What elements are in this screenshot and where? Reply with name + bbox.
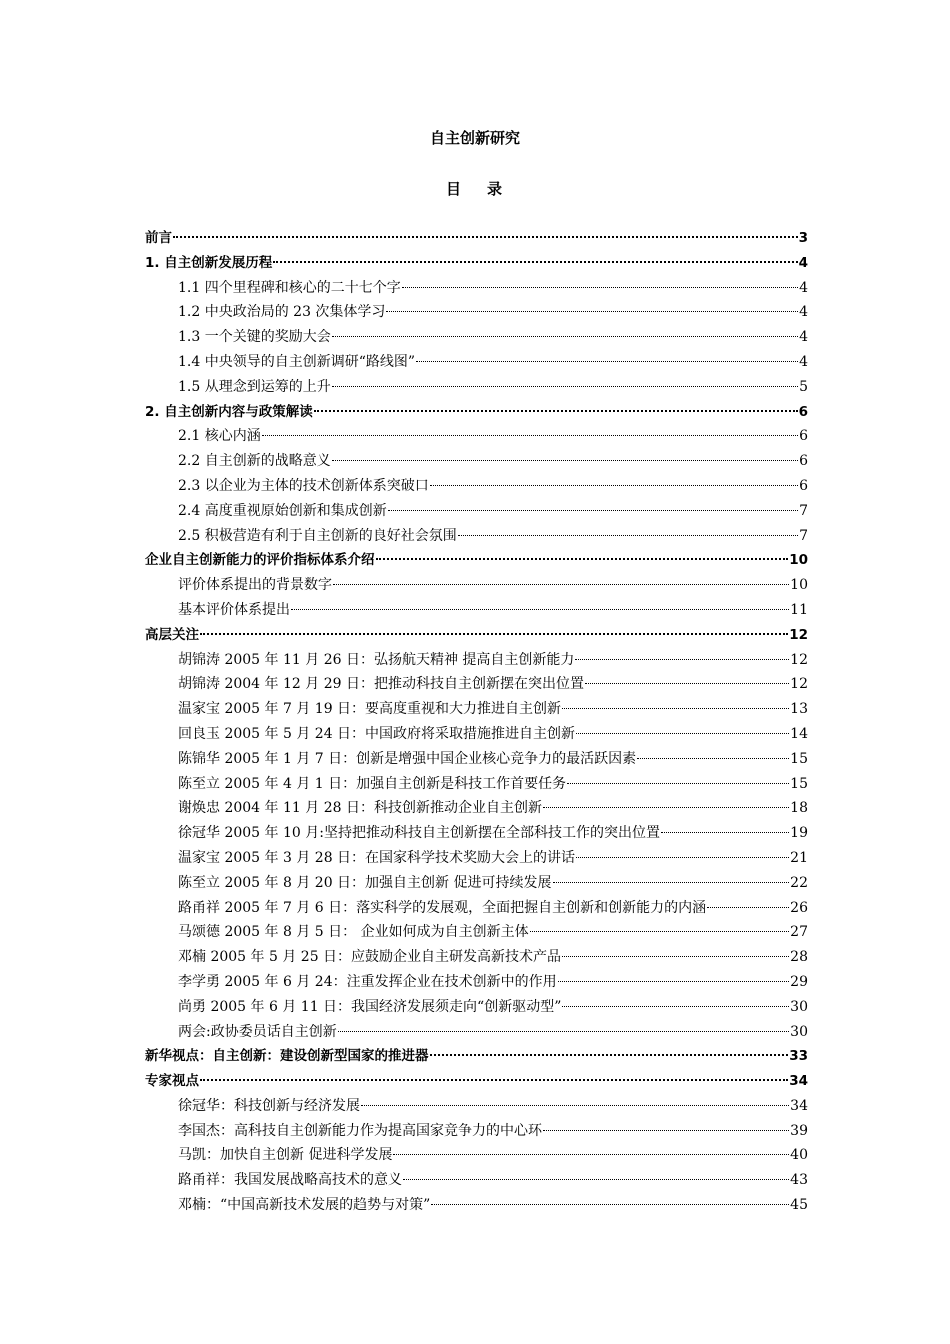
toc-page-number: 12	[789, 626, 808, 643]
toc-subsection-entry[interactable]	[145, 350, 808, 375]
toc-heading-part-1: 目	[445, 180, 463, 198]
toc-entry-label: 路甬祥：我国发展战略高技术的意义	[178, 1172, 402, 1189]
toc-section-entry[interactable]	[145, 1044, 808, 1069]
toc-section-entry[interactable]	[145, 251, 808, 276]
toc-entry-label: 尚勇 2005 年 6 月 11 日：我国经济发展须走向“创新驱动型”	[178, 998, 562, 1015]
toc-dot-leader	[558, 981, 790, 982]
toc-dot-leader	[562, 708, 789, 709]
toc-dot-leader	[430, 485, 798, 486]
toc-dot-leader	[575, 659, 789, 660]
toc-entry-label: 1.1 四个里程碑和核心的二十七个字	[178, 279, 401, 296]
toc-entry-label: 谢焕忠 2004 年 11 月 28 日：科技创新推动企业自主创新	[178, 800, 542, 817]
toc-page-number: 30	[790, 1023, 808, 1040]
toc-page-number: 19	[790, 825, 808, 842]
toc-entry-label: 路甬祥 2005 年 7 月 6 日：落实科学的发展观，全面把握自主创新和创新能力的内涵	[178, 899, 707, 916]
toc-dot-leader	[361, 1105, 789, 1106]
toc-dot-leader	[661, 832, 789, 833]
toc-page-number: 6	[799, 453, 808, 470]
toc-entry-label: 陈至立 2005 年 4 月 1 日：加强自主创新是科技工作首要任务	[178, 775, 567, 792]
toc-dot-leader	[338, 1031, 789, 1032]
toc-dot-leader	[458, 535, 798, 536]
toc-subsection-entry[interactable]	[145, 1119, 808, 1144]
toc-entry-label: 马颂德 2005 年 8 月 5 日： 企业如何成为自主创新主体	[178, 924, 529, 941]
toc-page-number: 4	[799, 279, 808, 296]
toc-subsection-entry[interactable]	[145, 896, 808, 921]
toc-page-number: 26	[790, 899, 808, 916]
toc-subsection-entry[interactable]	[145, 970, 808, 995]
toc-subsection-entry[interactable]	[145, 1020, 808, 1045]
toc-entry-label: 马凯：加快自主创新 促进科学发展	[178, 1147, 393, 1164]
toc-entry-label: 前言	[145, 230, 172, 246]
toc-page-number: 21	[790, 849, 808, 866]
toc-entry-label: 专家视点	[145, 1073, 199, 1090]
toc-subsection-entry[interactable]	[145, 375, 808, 400]
toc-subsection-entry[interactable]	[145, 772, 808, 797]
toc-entry-label: 两会:政协委员话自主创新	[178, 1023, 337, 1040]
toc-subsection-entry[interactable]	[145, 672, 808, 697]
toc-page-number: 11	[790, 601, 808, 618]
toc-entry-label: 评价体系提出的背景数字	[178, 577, 332, 594]
toc-page-number: 30	[790, 998, 808, 1015]
toc-dot-leader	[273, 261, 797, 263]
toc-subsection-entry[interactable]	[145, 995, 808, 1020]
toc-dot-leader	[567, 783, 789, 784]
toc-subsection-entry[interactable]	[145, 300, 808, 325]
toc-dot-leader	[585, 683, 789, 684]
toc-dot-leader	[332, 386, 798, 387]
toc-dot-leader	[314, 410, 798, 412]
toc-subsection-entry[interactable]	[145, 920, 808, 945]
toc-section-entry[interactable]	[145, 1069, 808, 1094]
toc-page-number: 18	[790, 800, 808, 817]
toc-entry-label: 基本评价体系提出	[178, 601, 290, 618]
toc-page-number: 7	[799, 527, 808, 544]
document-title: 自主创新研究	[429, 129, 520, 147]
toc-entry-label: 陈至立 2005 年 8 月 20 日：加强自主创新 促进可持续发展	[178, 874, 552, 891]
toc-entry-label: 2.1 核心内涵	[178, 428, 261, 445]
toc-page-number: 3	[798, 230, 808, 246]
toc-entry-label: 徐冠华：科技创新与经济发展	[178, 1097, 360, 1114]
toc-entry-label: 邓楠 2005 年 5 月 25 日：应鼓励企业自主研发高新技术产品	[178, 949, 562, 966]
toc-entry-label: 邓楠：“中国高新技术发展的趋势与对策”	[178, 1197, 431, 1214]
toc-page-number: 12	[790, 651, 808, 668]
toc-page-number: 15	[790, 750, 808, 767]
toc-subsection-entry[interactable]	[145, 697, 808, 722]
toc-dot-leader	[386, 311, 798, 312]
toc-subsection-entry[interactable]	[145, 871, 808, 896]
toc-dot-leader	[576, 857, 789, 858]
toc-subsection-entry[interactable]	[145, 424, 808, 449]
toc-dot-leader	[530, 931, 790, 932]
toc-subsection-entry[interactable]	[145, 499, 808, 524]
toc-subsection-entry[interactable]	[145, 325, 808, 350]
toc-dot-leader	[393, 1154, 789, 1155]
toc-dot-leader	[332, 336, 798, 337]
toc-dot-leader	[333, 584, 789, 585]
toc-page-number: 14	[790, 725, 808, 742]
toc-page-number: 12	[790, 676, 808, 693]
toc-page-number: 6	[799, 428, 808, 445]
toc-dot-leader	[430, 1054, 789, 1056]
toc-dot-leader	[200, 633, 788, 635]
toc-page-number: 15	[790, 775, 808, 792]
toc-subsection-entry[interactable]	[145, 449, 808, 474]
toc-page-number: 43	[790, 1172, 808, 1189]
toc-dot-leader	[262, 435, 798, 436]
toc-subsection-entry[interactable]	[145, 722, 808, 747]
toc-dot-leader	[707, 907, 789, 908]
toc-subsection-entry[interactable]	[145, 573, 808, 598]
toc-page-number: 4	[798, 254, 808, 271]
toc-entry-label: 徐冠华 2005 年 10 月:坚持把推动科技自主创新摆在全部科技工作的突出位置	[178, 825, 660, 842]
toc-dot-leader	[416, 361, 798, 362]
toc-subsection-entry[interactable]	[145, 276, 808, 301]
toc-dot-leader	[543, 1130, 789, 1131]
toc-entry-label: 2.3 以企业为主体的技术创新体系突破口	[178, 477, 429, 494]
toc-entry-label: 温家宝 2005 年 7 月 19 日：要高度重视和大力推进自主创新	[178, 701, 562, 718]
toc-page-number: 4	[799, 329, 808, 346]
toc-entry-label: 李国杰：高科技自主创新能力作为提高国家竞争力的中心环	[178, 1122, 542, 1139]
toc-page-number: 22	[790, 874, 808, 891]
toc-page-number: 29	[790, 973, 808, 990]
toc-entry-label: 1.5 从理念到运筹的上升	[178, 378, 331, 395]
toc-page-number: 39	[790, 1122, 808, 1139]
toc-heading-part-2: 录	[487, 180, 505, 198]
toc-entry-label: 1.4 中央领导的自主创新调研“路线图”	[178, 353, 416, 370]
toc-dot-leader	[376, 558, 789, 560]
toc-entry-label: 高层关注	[145, 626, 199, 643]
toc-page-number: 45	[790, 1197, 808, 1214]
toc-dot-leader	[576, 733, 789, 734]
toc-subsection-entry[interactable]	[145, 821, 808, 846]
toc-page-number: 4	[799, 304, 808, 321]
toc-dot-leader	[431, 1204, 789, 1205]
toc-entry-label: 陈锦华 2005 年 1 月 7 日：创新是增强中国企业核心竞争力的最活跃因素	[178, 750, 637, 767]
toc-dot-leader	[173, 236, 798, 238]
toc-section-entry[interactable]	[145, 226, 808, 251]
toc-subsection-entry[interactable]	[145, 598, 808, 623]
toc-subsection-entry[interactable]	[145, 648, 808, 673]
toc-subsection-entry[interactable]	[145, 1143, 808, 1168]
toc-dot-leader	[403, 1179, 789, 1180]
toc-section-entry[interactable]	[145, 400, 808, 425]
toc-entry-label: 企业自主创新能力的评价指标体系介绍	[145, 552, 375, 569]
toc-page-number: 7	[799, 502, 808, 519]
toc-dot-leader	[562, 1006, 789, 1007]
toc-entry-label: 2.4 高度重视原始创新和集成创新	[178, 502, 387, 519]
toc-subsection-entry[interactable]	[145, 747, 808, 772]
toc-subsection-entry[interactable]	[145, 945, 808, 970]
toc-dot-leader	[332, 460, 798, 461]
toc-page-number: 28	[790, 949, 808, 966]
toc-section-entry[interactable]	[145, 548, 808, 573]
toc-subsection-entry[interactable]	[145, 524, 808, 549]
toc-page-number: 10	[790, 577, 808, 594]
toc-section-entry[interactable]	[145, 623, 808, 648]
toc-page-number: 10	[789, 552, 808, 569]
toc-entry-label: 1.2 中央政治局的 23 次集体学习	[178, 304, 386, 321]
toc-page-number: 5	[799, 378, 808, 395]
toc-dot-leader	[388, 510, 798, 511]
toc-entry-label: 胡锦涛 2005 年 11 月 26 日：弘扬航天精神 提高自主创新能力	[178, 651, 575, 668]
toc-dot-leader	[402, 287, 798, 288]
toc-page-number: 34	[790, 1097, 808, 1114]
toc-entry-label: 2. 自主创新内容与政策解读	[145, 403, 313, 420]
toc-page-number: 40	[790, 1147, 808, 1164]
toc-entry-label: 李学勇 2005 年 6 月 24：注重发挥企业在技术创新中的作用	[178, 973, 557, 990]
toc-subsection-entry[interactable]	[145, 474, 808, 499]
toc-entry-label: 回良玉 2005 年 5 月 24 日：中国政府将采取措施推进自主创新	[178, 725, 576, 742]
toc-subsection-entry[interactable]	[145, 796, 808, 821]
toc-subsection-entry[interactable]	[145, 1193, 808, 1218]
toc-entry-label: 2.2 自主创新的战略意义	[178, 453, 331, 470]
table-of-contents	[145, 226, 808, 1218]
toc-dot-leader	[637, 758, 789, 759]
toc-dot-leader	[291, 609, 789, 610]
toc-page-number: 27	[790, 924, 808, 941]
toc-dot-leader	[543, 807, 789, 808]
toc-dot-leader	[562, 956, 789, 957]
toc-entry-label: 温家宝 2005 年 3 月 28 日：在国家科学技术奖励大会上的讲话	[178, 849, 576, 866]
toc-page-number: 13	[790, 701, 808, 718]
toc-page-number: 6	[799, 477, 808, 494]
toc-entry-label: 1. 自主创新发展历程	[145, 254, 273, 271]
toc-page-number: 4	[799, 353, 808, 370]
toc-entry-label: 1.3 一个关键的奖励大会	[178, 329, 331, 346]
toc-entry-label: 2.5 积极营造有利于自主创新的良好社会氛围	[178, 527, 457, 544]
toc-subsection-entry[interactable]	[145, 1168, 808, 1193]
toc-page-number: 33	[789, 1048, 808, 1065]
toc-heading	[0, 178, 950, 199]
toc-entry-label: 新华视点：自主创新：建设创新型国家的推进器	[145, 1048, 429, 1065]
toc-dot-leader	[200, 1079, 788, 1081]
toc-page-number: 6	[798, 403, 808, 420]
toc-entry-label: 胡锦涛 2004 年 12 月 29 日：把推动科技自主创新摆在突出位置	[178, 676, 584, 693]
toc-subsection-entry[interactable]	[145, 846, 808, 871]
toc-page-number: 34	[789, 1073, 808, 1090]
toc-subsection-entry[interactable]	[145, 1094, 808, 1119]
toc-dot-leader	[553, 882, 790, 883]
